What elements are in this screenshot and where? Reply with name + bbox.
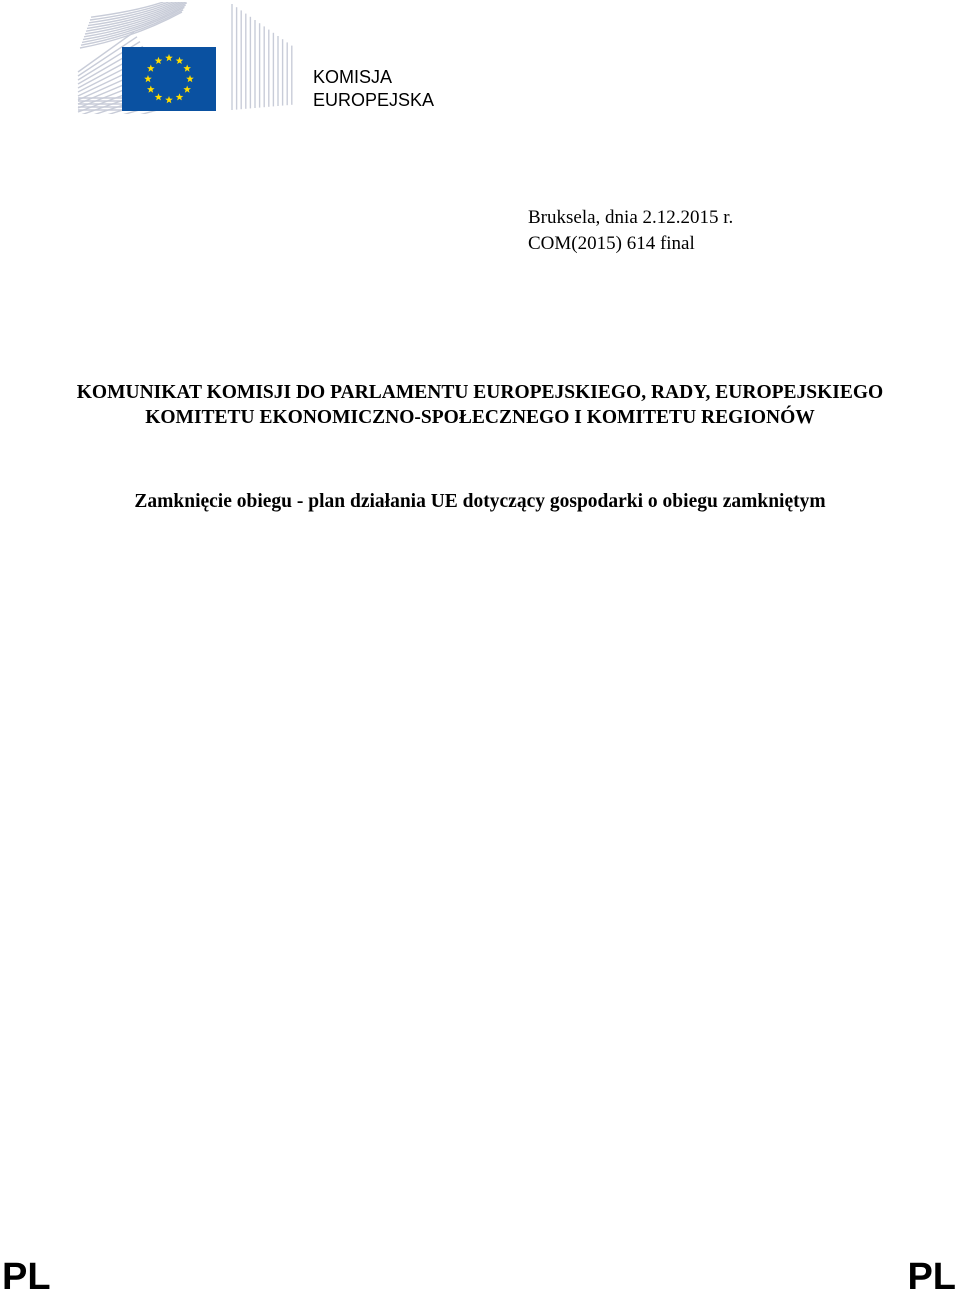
document-title: KOMUNIKAT KOMISJI DO PARLAMENTU EUROPEJSKIEGO, RADY, EUROPEJSKIEGO KOMITETU EKONOMICZNO-SPOŁECZNEGO I KOMITETU REGIONÓW: [76, 382, 884, 428]
document-subtitle: Zamknięcie obiegu - plan działania UE dotyczący gospodarki o obiegu zamkniętym: [134, 491, 826, 512]
org-name-line1: KOMISJA: [313, 67, 393, 87]
org-name-line2: EUROPEJSKA: [313, 90, 435, 110]
berlaymont-building-icon: [74, 2, 300, 114]
language-code-right: PL: [907, 1256, 956, 1298]
european-commission-logo: [74, 2, 300, 114]
document-meta: [528, 205, 733, 257]
organization-name: [313, 66, 434, 112]
language-code-left: PL: [2, 1256, 51, 1298]
document-reference: COM(2015) 614 final: [528, 233, 695, 254]
place-date: Bruksela, dnia 2.12.2015 r.: [528, 207, 734, 228]
